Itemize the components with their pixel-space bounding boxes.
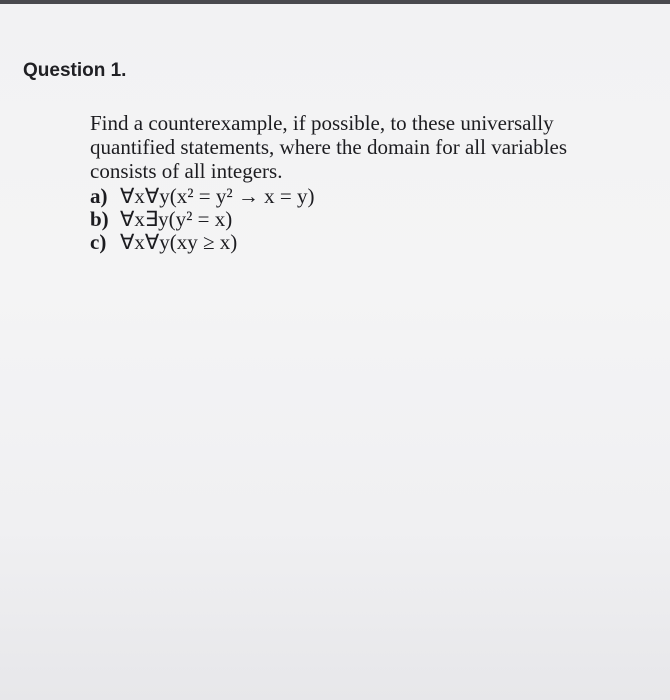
- statement-label: a): [90, 184, 108, 208]
- top-border: [0, 0, 670, 4]
- question-prompt: [90, 111, 645, 183]
- statement-formula: ∀x∀y(x² = y² → x = y): [120, 184, 315, 208]
- prompt-line: quantified statements, where the domain for all variables: [90, 135, 568, 159]
- statement-label: b): [90, 207, 109, 231]
- statement-item-c: [90, 231, 645, 254]
- statement-formula: ∀x∃y(y² = x): [120, 207, 233, 231]
- statement-list: [90, 185, 645, 254]
- question-body: [90, 111, 645, 254]
- statement-formula: ∀x∀y(xy ≥ x): [120, 230, 238, 254]
- prompt-line: consists of all integers.: [90, 159, 283, 183]
- statement-item-b: [90, 208, 645, 231]
- prompt-line: Find a counterexample, if possible, to these universally: [90, 111, 554, 135]
- statement-item-a: [90, 185, 645, 208]
- question-title: Question 1.: [23, 60, 127, 81]
- statement-label: c): [90, 230, 107, 254]
